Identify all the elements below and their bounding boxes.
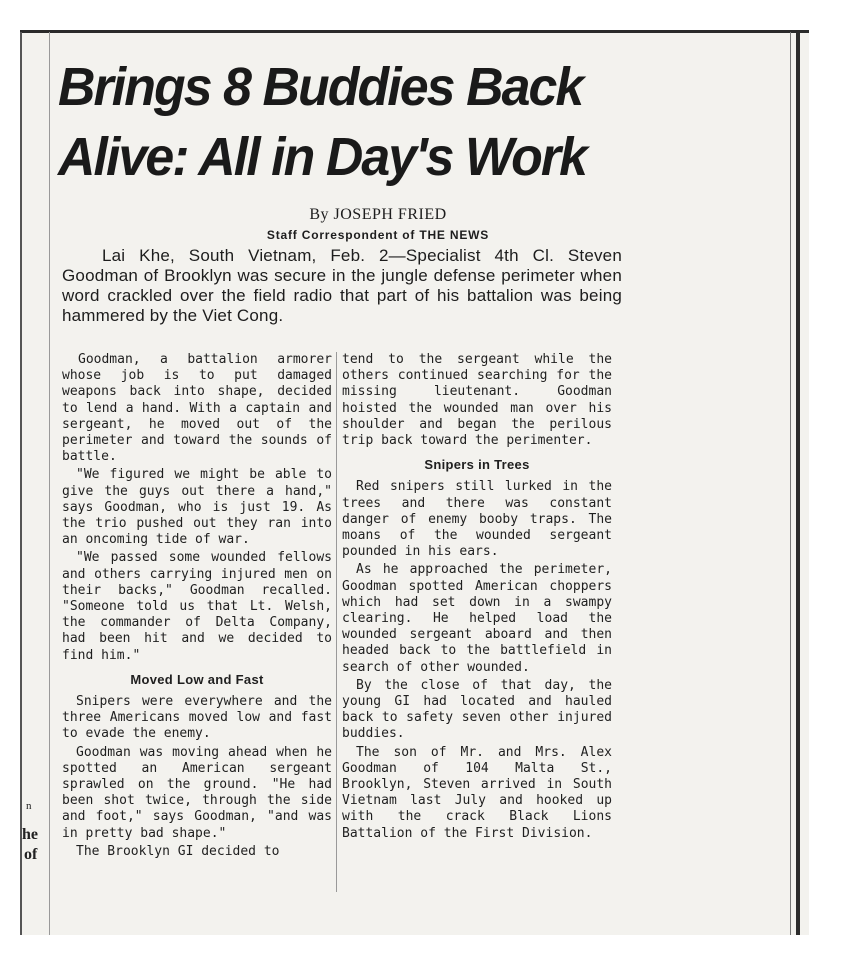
subhead-moved-low: Moved Low and Fast — [130, 671, 264, 687]
headline-line-2: Alive: All in Day's Work — [58, 127, 587, 187]
left-rule — [20, 32, 22, 935]
left-paragraph-1: Goodman, a battalion armorer whose job is to put damaged weapons back into shape, decided to lend a hand. With a captain and sergeant, he moved out of the perimeter and toward the sounds of battle. — [62, 352, 332, 465]
right-thick-rule — [796, 32, 800, 935]
subhead-snipers-in-trees: Snipers in Trees — [424, 457, 530, 473]
right-paragraph-1: tend to the sergeant while the others continued searching for the missing lieutenant. Goodman hoisted the wounded man over his shoulder and began the perilous trip back toward the perimenter. — [342, 352, 612, 449]
right-paragraph-4: By the close of that day, the young GI had located and hauled back to safety seven other injured buddies. — [342, 677, 612, 742]
right-paragraph-3: As he approached the perimeter, Goodman spotted American choppers which had set down in a swampy clearing. He helped load the wounded sergeant aboard and then headed back to the battlefield in search of other wounded. — [342, 562, 612, 675]
lede-paragraph: Lai Khe, South Vietnam, Feb. 2—Specialist 4th Cl. Steven Goodman of Brooklyn was secure in the jungle defense perimeter when word crackled over the field radio that part of his battalion was being hammered by the Viet Cong. — [62, 246, 622, 325]
right-paragraph-5: The son of Mr. and Mrs. Alex Goodman of 104 Malta St., Brooklyn, Steven arrived in South Vietnam last July and hooked up with the crack Black Lions Battalion of the First Division. — [342, 744, 612, 841]
left-column — [62, 352, 332, 862]
left-paragraph-4: Snipers were everywhere and the three Americans moved low and fast to evade the enemy. — [62, 694, 332, 742]
right-thin-rule — [790, 32, 791, 935]
left-margin-line — [49, 32, 50, 935]
left-paragraph-2: "We figured we might be able to give the guys out there a hand," says Goodman, who is just 19. As the trio pushed out they ran into an oncoming tide of war. — [62, 467, 332, 548]
right-column — [342, 352, 612, 844]
column-divider — [336, 352, 337, 892]
margin-fragment-of: of — [24, 846, 38, 863]
top-rule — [20, 30, 809, 33]
margin-fragment-he: he — [22, 826, 38, 843]
right-paragraph-2: Red snipers still lurked in the trees and there was constant danger of enemy booby traps. The moans of the wounded sergeant pounded in his ears. — [342, 479, 612, 560]
left-paragraph-5: Goodman was moving ahead when he spotted an American sergeant sprawled on the ground. "He had been shot twice, through the side and foot," says Goodman, "and was in pretty bad shape." — [62, 744, 332, 841]
margin-fragment-n: n — [26, 800, 32, 812]
headline-line-1: Brings 8 Buddies Back — [58, 57, 583, 117]
staff-correspondent-line: Staff Correspondent of THE NEWS — [266, 228, 490, 242]
left-paragraph-6: The Brooklyn GI decided to — [76, 843, 280, 859]
left-paragraph-3: "We passed some wounded fellows and others carrying injured men on their backs," Goodman recalled. "Someone told us that Lt. Welsh, the commander of Delta Company, had been hit and we decided to find him." — [62, 550, 332, 663]
byline: By JOSEPH FRIED — [309, 206, 447, 223]
